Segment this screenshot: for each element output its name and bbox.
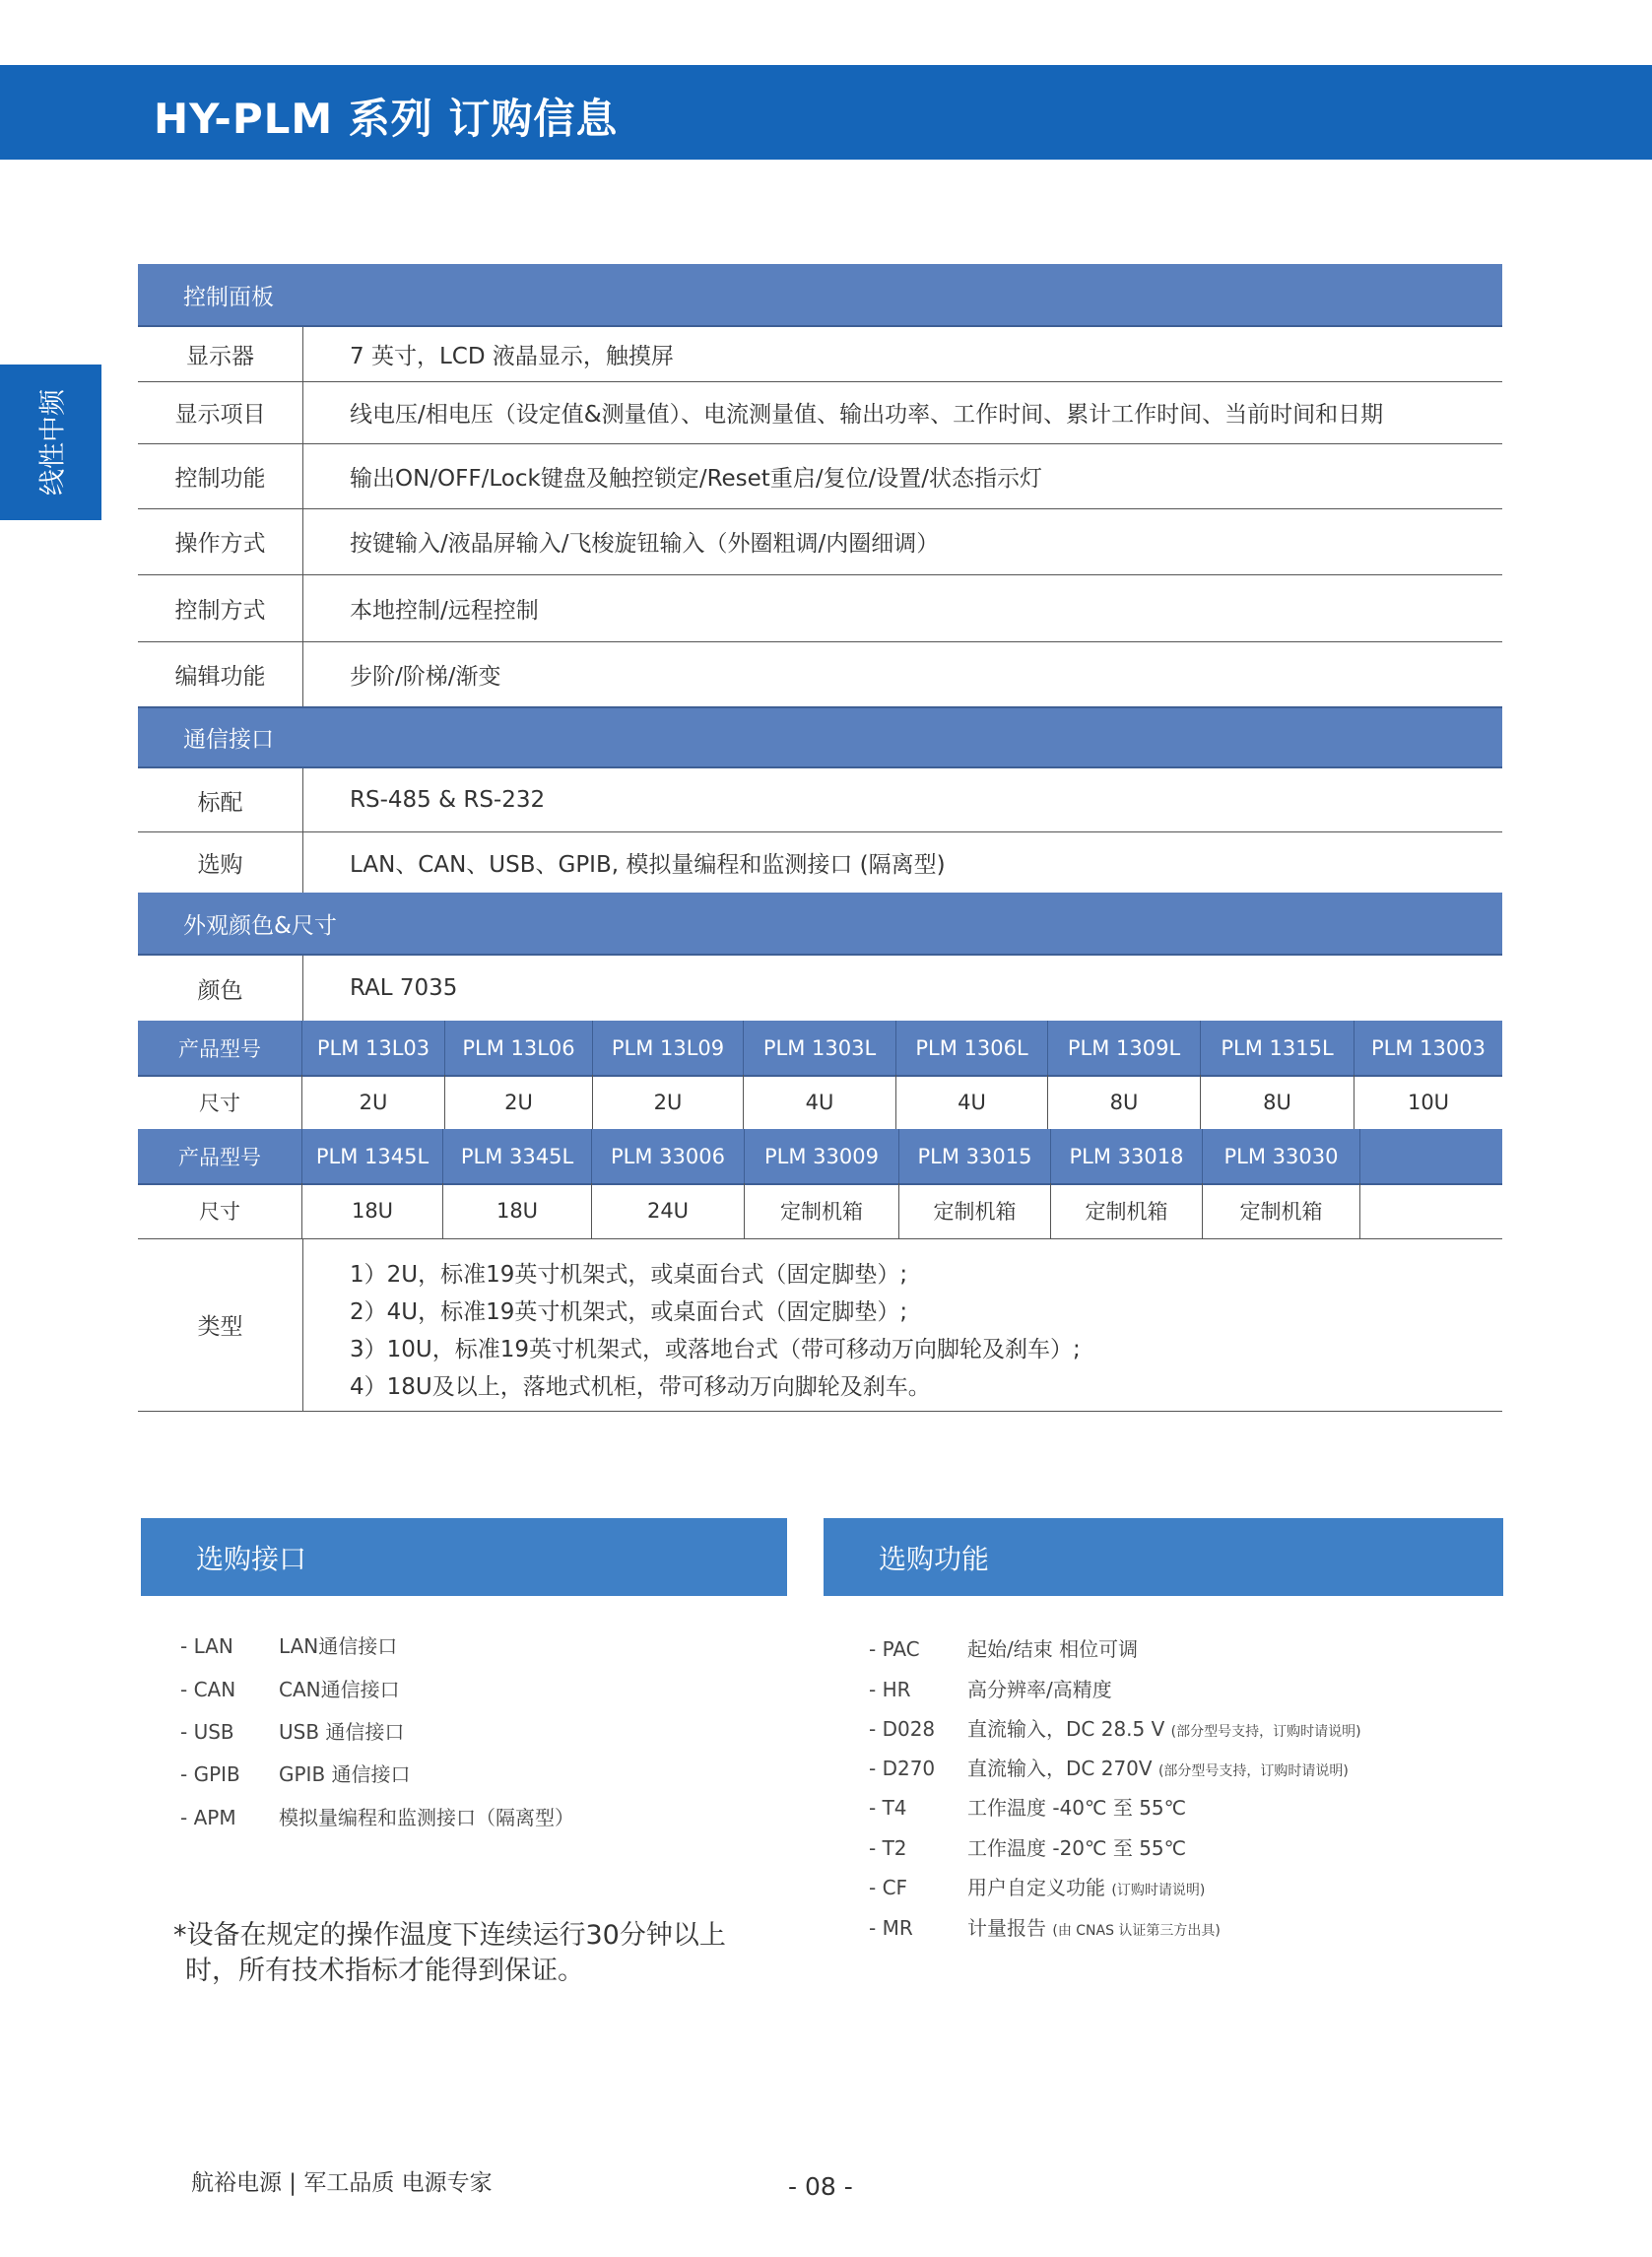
table-row bbox=[138, 508, 1502, 575]
option-desc: 工作温度 -40℃ 至 55℃ bbox=[967, 1796, 1187, 1820]
type-item: 3）10U，标准19英寸机架式，或落地台式（带可移动万向脚轮及刹车）; bbox=[350, 1337, 1081, 1362]
row-label: 控制功能 bbox=[138, 443, 303, 508]
row-value: RAL 7035 bbox=[350, 975, 458, 1001]
option-code: - LAN bbox=[180, 1634, 233, 1658]
row-label: 颜色 bbox=[138, 956, 303, 1021]
size-cell: 18U bbox=[302, 1183, 443, 1238]
option-code: - GPIB bbox=[180, 1762, 240, 1786]
size-cell: 4U bbox=[896, 1075, 1048, 1129]
option-desc: GPIB 通信接口 bbox=[279, 1762, 411, 1786]
size-cell: 8U bbox=[1201, 1075, 1355, 1129]
type-item: 2）4U，标准19英寸机架式，或桌面台式（固定脚垫）; bbox=[350, 1299, 908, 1325]
table-row bbox=[138, 381, 1502, 444]
types-list bbox=[350, 1238, 1502, 1411]
row-label: 尺寸 bbox=[138, 1183, 302, 1238]
model-cell: PLM 1306L bbox=[896, 1021, 1048, 1075]
footer-brand: 航裕电源 | 军工品质 电源专家 bbox=[191, 2170, 493, 2196]
model-cell: PLM 33018 bbox=[1051, 1129, 1203, 1183]
row-value: 本地控制/远程控制 bbox=[350, 597, 539, 624]
list-item bbox=[869, 1912, 1221, 1941]
size-cell: 2U bbox=[302, 1075, 445, 1129]
option-desc: LAN通信接口 bbox=[279, 1634, 398, 1658]
option-code: - T2 bbox=[869, 1836, 907, 1860]
option-code: - T4 bbox=[869, 1796, 907, 1820]
row-value: 输出ON/OFF/Lock键盘及触控锁定/Reset重启/复位/设置/状态指示灯 bbox=[350, 465, 1043, 492]
option-code: - MR bbox=[869, 1916, 913, 1940]
header-bar bbox=[0, 65, 1652, 160]
optional-interfaces-header: 选购接口 bbox=[141, 1518, 787, 1596]
model-cell: PLM 13L06 bbox=[445, 1021, 593, 1075]
model-cell: PLM 1315L bbox=[1201, 1021, 1355, 1075]
model-cell: PLM 13L03 bbox=[302, 1021, 445, 1075]
row-label: 操作方式 bbox=[138, 508, 303, 574]
option-desc: 模拟量编程和监测接口（隔离型） bbox=[279, 1806, 574, 1829]
option-desc: 起始/结束 相位可调 bbox=[967, 1637, 1139, 1661]
table-row bbox=[138, 956, 1502, 1021]
option-code: - D028 bbox=[869, 1717, 936, 1741]
list-item bbox=[180, 1630, 397, 1659]
table-row bbox=[138, 443, 1502, 509]
model-cell: PLM 13003 bbox=[1371, 1035, 1486, 1060]
row-label: 产品型号 bbox=[138, 1129, 302, 1183]
model-cell: PLM 33009 bbox=[745, 1129, 899, 1183]
model-cell: PLM 1345L bbox=[302, 1129, 443, 1183]
option-note: (部分型号支持，订购时请说明) bbox=[1157, 1763, 1349, 1779]
option-desc: CAN通信接口 bbox=[279, 1678, 400, 1701]
row-label: 控制方式 bbox=[138, 574, 303, 641]
option-code: - CAN bbox=[180, 1678, 236, 1701]
row-value: LAN、CAN、USB、GPIB, 模拟量编程和监测接口 (隔离型) bbox=[350, 851, 946, 878]
model-row bbox=[138, 1129, 1502, 1185]
side-tab-label: 线性中频 bbox=[37, 389, 69, 496]
size-cell: 定制机箱 bbox=[745, 1183, 899, 1238]
row-label: 产品型号 bbox=[138, 1021, 302, 1075]
size-row bbox=[138, 1075, 1502, 1130]
table-row bbox=[138, 574, 1502, 642]
option-code: - USB bbox=[180, 1720, 234, 1744]
page-number: - 08 - bbox=[788, 2172, 853, 2201]
size-cell: 2U bbox=[593, 1075, 744, 1129]
size-cell: 定制机箱 bbox=[1051, 1183, 1203, 1238]
row-value: 7 英寸，LCD 液晶显示，触摸屏 bbox=[350, 344, 674, 369]
list-item bbox=[180, 1802, 574, 1830]
list-item bbox=[180, 1716, 404, 1745]
option-desc: 直流输入，DC 270V bbox=[967, 1757, 1153, 1780]
size-cell: 4U bbox=[744, 1075, 896, 1129]
option-desc: 高分辨率/高精度 bbox=[967, 1678, 1112, 1701]
side-tab bbox=[0, 365, 101, 520]
row-label: 编辑功能 bbox=[138, 641, 303, 706]
model-cell: PLM 1303L bbox=[744, 1021, 896, 1075]
row-value: 线电压/相电压（设定值&测量值）、电流测量值、输出功率、工作时间、累计工作时间、当前时间和日期 bbox=[350, 402, 1384, 428]
optional-functions-header: 选购功能 bbox=[824, 1518, 1503, 1596]
model-cell: PLM 1309L bbox=[1048, 1021, 1201, 1075]
model-cell: PLM 33006 bbox=[592, 1129, 745, 1183]
size-cell: 10U bbox=[1407, 1090, 1450, 1114]
table-row bbox=[138, 831, 1502, 893]
type-item: 1）2U，标准19英寸机架式，或桌面台式（固定脚垫）; bbox=[350, 1262, 908, 1288]
size-cell: 8U bbox=[1048, 1075, 1201, 1129]
model-cell: PLM 33015 bbox=[899, 1129, 1051, 1183]
option-code: - PAC bbox=[869, 1637, 920, 1661]
footnote bbox=[173, 1918, 726, 1989]
list-item bbox=[869, 1633, 1138, 1662]
option-note: (由 CNAS 认证第三方出具) bbox=[1052, 1923, 1221, 1939]
size-cell: 定制机箱 bbox=[1203, 1183, 1360, 1238]
size-cell bbox=[1360, 1183, 1502, 1238]
size-cell: 2U bbox=[445, 1075, 593, 1129]
row-label: 尺寸 bbox=[138, 1075, 302, 1129]
option-code: - HR bbox=[869, 1678, 911, 1701]
list-item bbox=[869, 1792, 1186, 1821]
list-item bbox=[869, 1832, 1186, 1861]
option-code: - APM bbox=[180, 1806, 236, 1829]
option-desc: 用户自定义功能 bbox=[967, 1876, 1105, 1899]
section-header-appearance: 外观颜色&尺寸 bbox=[138, 893, 1502, 956]
model-cell bbox=[1360, 1129, 1502, 1183]
option-note: (部分型号支持，订购时请说明) bbox=[1170, 1724, 1361, 1740]
size-row bbox=[138, 1183, 1502, 1239]
row-label: 选购 bbox=[138, 831, 303, 893]
page-title: HY-PLM 系列 订购信息 bbox=[154, 95, 619, 143]
list-item bbox=[869, 1872, 1205, 1900]
row-value: 步阶/阶梯/渐变 bbox=[350, 663, 501, 690]
model-cell: PLM 33030 bbox=[1203, 1129, 1360, 1183]
footnote-line: 时，所有技术指标才能得到保证。 bbox=[185, 1956, 584, 1986]
size-cell: 24U bbox=[592, 1183, 745, 1238]
model-cell: PLM 13L09 bbox=[593, 1021, 744, 1075]
size-cell: 定制机箱 bbox=[899, 1183, 1051, 1238]
type-item: 4）18U及以上，落地式机柜，带可移动万向脚轮及刹车。 bbox=[350, 1374, 931, 1400]
table-row bbox=[138, 327, 1502, 382]
size-cell: 18U bbox=[443, 1183, 592, 1238]
row-value: RS-485 & RS-232 bbox=[350, 787, 546, 813]
table-row-types bbox=[138, 1238, 1502, 1412]
list-item bbox=[180, 1674, 400, 1702]
section-header-control-panel: 控制面板 bbox=[138, 264, 1502, 327]
option-code: - CF bbox=[869, 1876, 908, 1899]
option-desc: 计量报告 bbox=[967, 1916, 1046, 1940]
row-label: 显示项目 bbox=[138, 381, 303, 443]
table-row bbox=[138, 768, 1502, 832]
option-desc: 工作温度 -20℃ 至 55℃ bbox=[967, 1836, 1187, 1860]
row-label: 标配 bbox=[138, 768, 303, 831]
footnote-line: *设备在规定的操作温度下连续运行30分钟以上 bbox=[173, 1920, 726, 1951]
option-note: (订购时请说明) bbox=[1111, 1883, 1206, 1898]
table-row bbox=[138, 641, 1502, 706]
option-desc: 直流输入，DC 28.5 V bbox=[967, 1717, 1165, 1741]
row-label: 类型 bbox=[138, 1238, 303, 1411]
row-label: 显示器 bbox=[138, 327, 303, 381]
list-item bbox=[869, 1753, 1349, 1781]
option-code: - D270 bbox=[869, 1757, 936, 1780]
section-header-communication: 通信接口 bbox=[138, 706, 1502, 768]
model-row bbox=[138, 1021, 1502, 1077]
list-item bbox=[869, 1713, 1361, 1742]
option-desc: USB 通信接口 bbox=[279, 1720, 405, 1744]
list-item bbox=[869, 1674, 1112, 1702]
model-cell: PLM 3345L bbox=[443, 1129, 592, 1183]
list-item bbox=[180, 1759, 411, 1787]
row-value: 按键输入/液晶屏输入/飞梭旋钮输入（外圈粗调/内圈细调） bbox=[350, 531, 940, 557]
